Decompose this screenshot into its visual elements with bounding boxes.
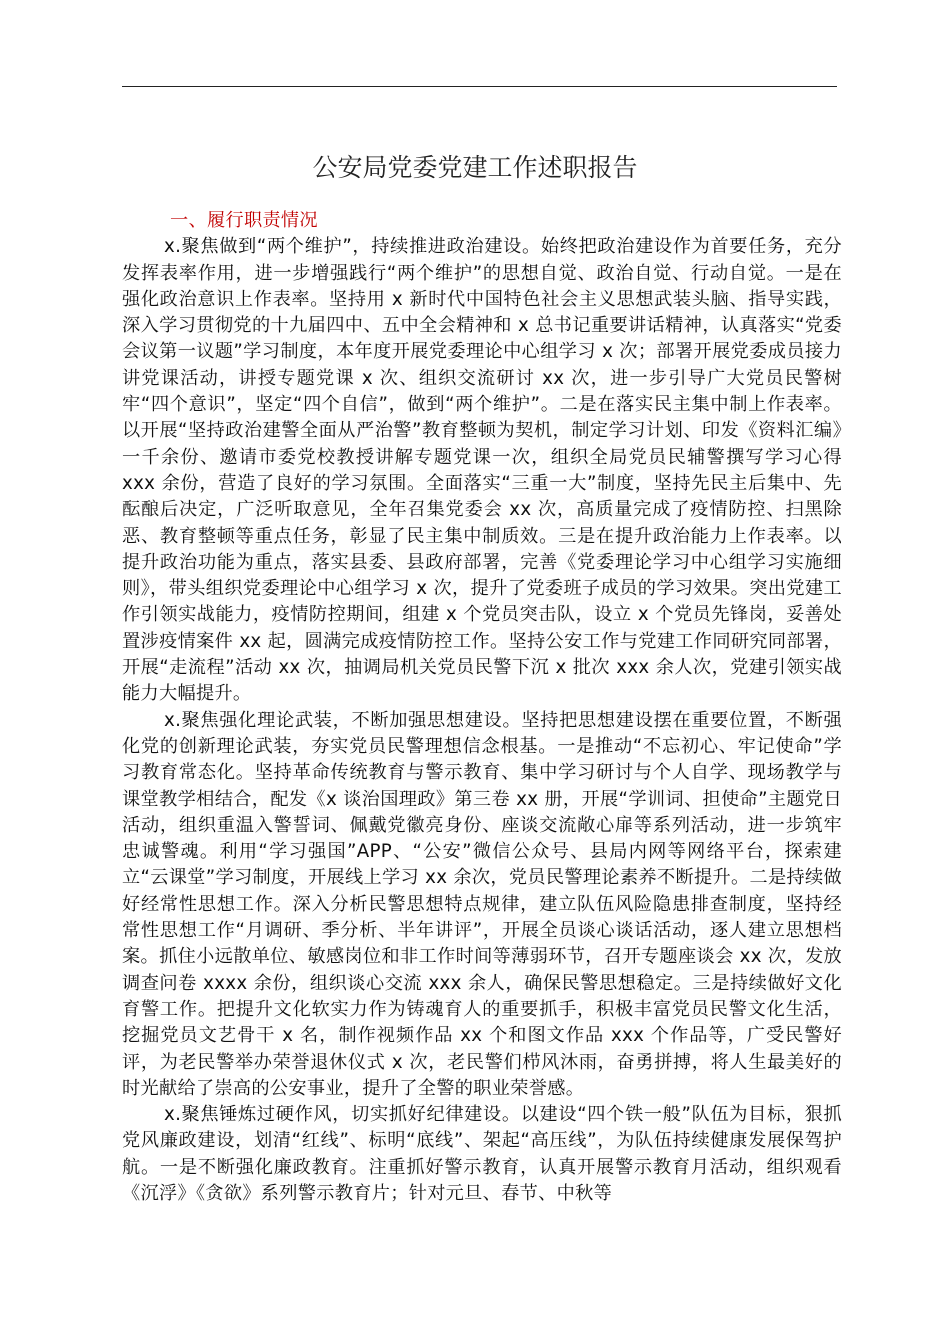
paragraph-political-building: x.聚焦做到“两个维护”，持续推进政治建设。始终把政治建设作为首要任务，充分发挥表率作用，进一步增强践行“两个维护”的思想自觉、政治自觉、行动自觉。一是在强化政治意识上作表率。坚持用 x 新时代中国特色社会主义思想武装头脑、指导实践，深入学习贯彻党的十九届四中、五中全会精神和 x 总书记重要讲话精神，认真落实“党委会议第一议题”学习制度，本年度开展党委理论中心组学习 x 次；部署开展党委成员接力讲党课活动，讲授专题党课 x 次、组织交流研讨 xx 次，进一步引导广大党员民警树牢“四个意识”，坚定“四个自信”，做到“两个维护”。二是在落实民主集中制上作表率。以开展“坚持政治建警全面从严治警”教育整顿为契机，制定学习计划、印发《资料汇编》一千余份、邀请市委党校教授讲解专题党课一次，组织全局党员民辅警撰写学习心得 xxx 余份，营造了良好的学习氛围。全面落实“三重一大”制度，坚持先民主后集中、先酝酿后决定，广泛听取意见，全年召集党委会 xx 次，高质量完成了疫情防控、扫黑除恶、教育整顿等重点任务，彰显了民主集中制质效。三是在提升政治能力上作表率。以提升政治功能为重点，落实县委、县政府部署，完善《党委理论学习中心组学习实施细则》，带头组织党委理论中心组学习 x 次，提升了党委班子成员的学习效果。突出党建工作引领实战能力，疫情防控期间，组建 x 个党员突击队，设立 x 个党员先锋岗，妥善处置涉疫情案件 xx 起，圆满完成疫情防控工作。坚持公安工作与党建工作同研究同部署，开展“走流程”活动 xx 次，抽调局机关党员民警下沉 x 批次 xxx 余人次，党建引领实战能力大幅提升。 [122, 236, 842, 705]
document-body [122, 208, 842, 1207]
document-title: 公安局党委党建工作述职报告 [312, 153, 638, 182]
header-rule [122, 86, 837, 87]
section-heading: 一、履行职责情况 [170, 210, 318, 231]
paragraph-discipline-building: x.聚焦锤炼过硬作风，切实抓好纪律建设。以建设“四个铁一般”队伍为目标，狠抓党风廉政建设，划清“红线”、标明“底线”、架起“高压线”，为队伍持续健康发展保驾护航。一是不断强化廉政教育。注重抓好警示教育，认真开展警示教育月活动，组织观看《沉浮》《贪欲》系列警示教育片；针对元旦、春节、中秋等 [122, 1104, 842, 1204]
paragraph-ideological-building: x.聚焦强化理论武装，不断加强思想建设。坚持把思想建设摆在重要位置，不断强化党的创新理论武装，夯实党员民警理想信念根基。一是推动“不忘初心、牢记使命”学习教育常态化。坚持革命传统教育与警示教育、集中学习研讨与个人自学、现场教学与课堂教学相结合，配发《x 谈治国理政》第三卷 xx 册，开展“学训词、担使命”主题党日活动，组织重温入警誓词、佩戴党徽亮身份、座谈交流敞心扉等系列活动，进一步筑牢忠诚警魂。利用“学习强国”APP、“公安”微信公众号、县局内网等网络平台，探索建立“云课堂”学习制度，开展线上学习 xx 余次，党员民警理论素养不断提升。二是持续做好经常性思想工作。深入分析民警思想特点规律，建立队伍风险隐患排查制度，坚持经常性思想工作“月调研、季分析、半年讲评”，开展全员谈心谈话活动，逐人建立思想档案。抓住小远散单位、敏感岗位和非工作时间等薄弱环节，召开专题座谈会 xx 次，发放调查问卷 xxxx 余份，组织谈心交流 xxx 余人，确保民警思想稳定。三是持续做好文化育警工作。把提升文化软实力作为铸魂育人的重要抓手，积极丰富党员民警文化生活，挖掘党员文艺骨干 x 名，制作视频作品 xx 个和图文作品 xxx 个作品等，广受民警好评，为老民警举办荣誉退休仪式 x 次，老民警们栉风沐雨，奋勇拼搏，将人生最美好的时光献给了崇高的公安事业，提升了全警的职业荣誉感。 [122, 709, 842, 1099]
